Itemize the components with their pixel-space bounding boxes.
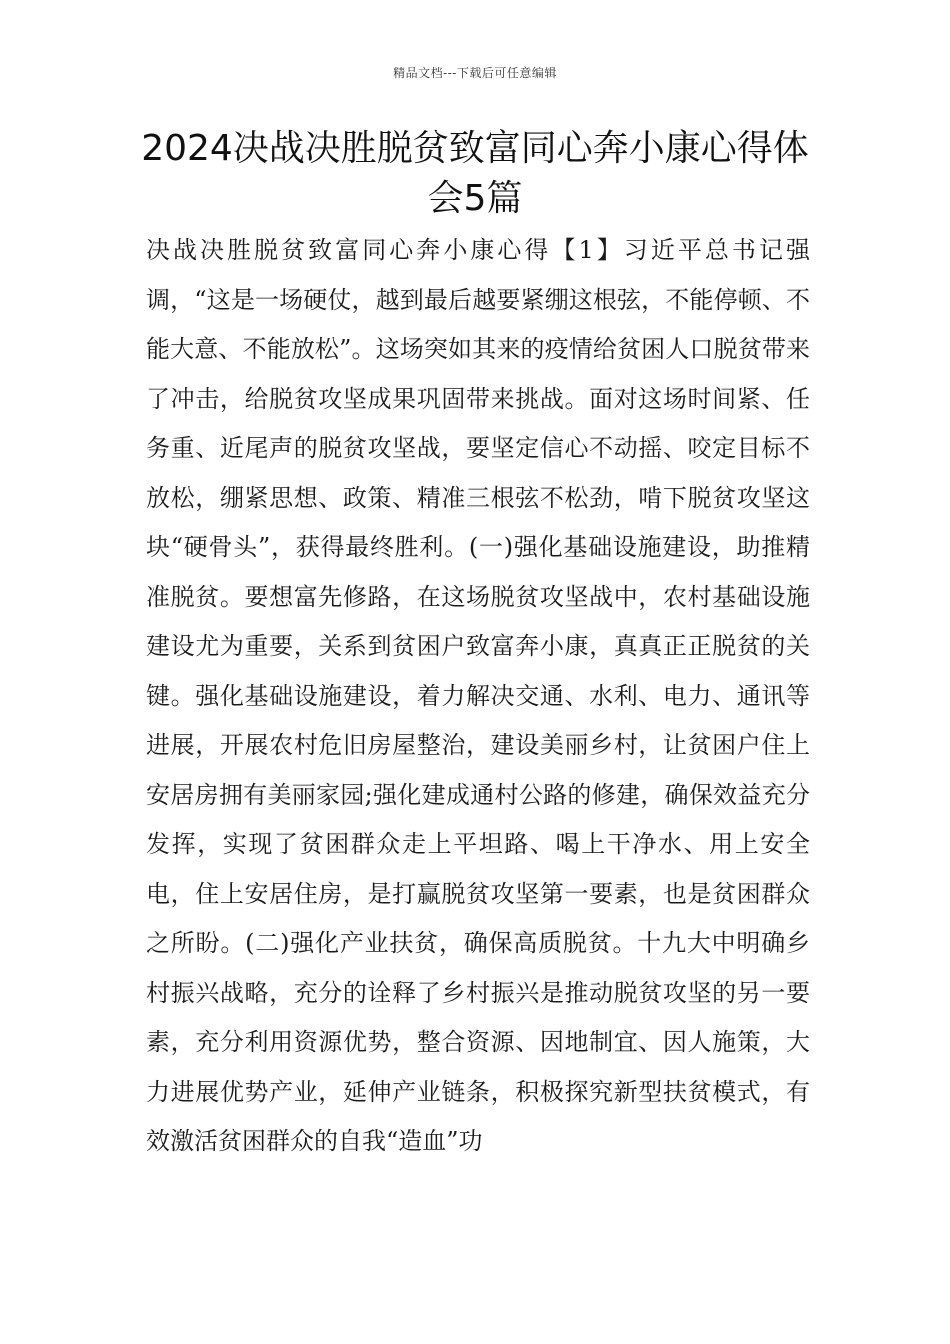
document-title: 2024决战决胜脱贫致富同心奔小康心得体会5篇 [141, 128, 809, 219]
document-body-paragraph: 决战决胜脱贫致富同心奔小康心得【1】习近平总书记强调，“这是一场硬仗，越到最后越要紧绷这根弦，不能停顿、不能大意、不能放松”。这场突如其来的疫情给贫困人口脱贫带来了冲击，给脱贫攻坚成果巩固带来挑战。面对这场时间紧、任务重、近尾声的脱贫攻坚战，要坚定信心不动摇、咬定目标不放松，绷紧思想、政策、精准三根弦不松劲，啃下脱贫攻坚这块“硬骨头”，获得最终胜利。(一)强化基础设施建设，助推精准脱贫。要想富先修路，在这场脱贫攻坚战中，农村基础设施建设尤为重要，关系到贫困户致富奔小康，真真正正脱贫的关键。强化基础设施建设，着力解决交通、水利、电力、通讯等进展，开展农村危旧房屋整治，建设美丽乡村，让贫困户住上安居房拥有美丽家园;强化建成通村公路的修建，确保效益充分发挥，实现了贫困群众走上平坦路、喝上干净水、用上安全电，住上安居住房，是打赢脱贫攻坚第一要素，也是贫困群众之所盼。(二)强化产业扶贫，确保高质脱贫。十九大中明确乡村振兴战略，充分的诠释了乡村振兴是推动脱贫攻坚的另一要素，充分利用资源优势，整合资源、因地制宜、因人施策，大力进展优势产业，延伸产业链条，积极探究新型扶贫模式，有效激活贫困群众的自我“造血”功 [146, 236, 810, 1155]
header-note: 精品文档---下载后可任意编辑 [393, 66, 557, 80]
